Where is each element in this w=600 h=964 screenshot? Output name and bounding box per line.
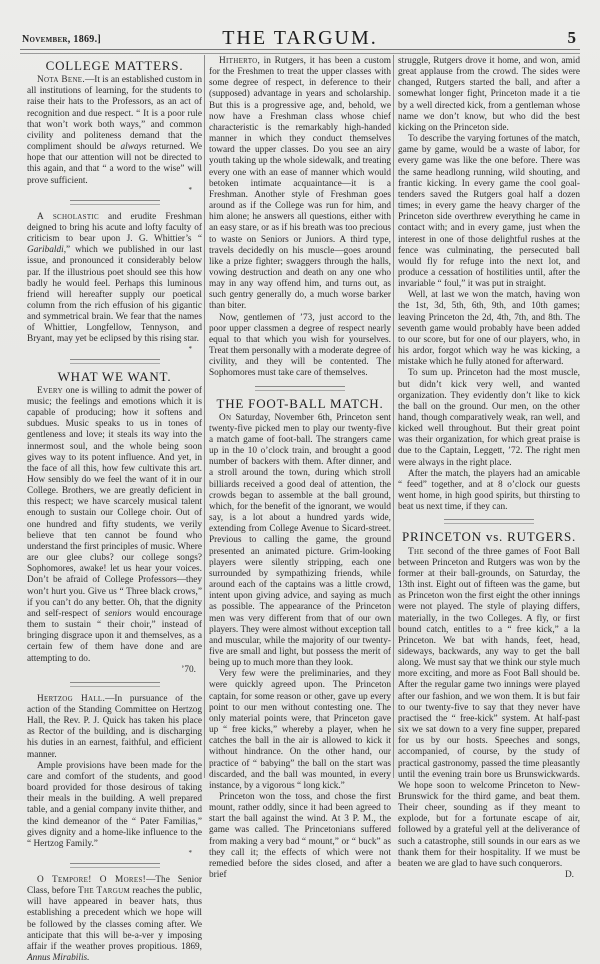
column-1 <box>27 56 202 964</box>
asterisk-mark: * <box>188 344 192 353</box>
article-football-p3: Princeton won the toss, and chose the first mount, rather oddly, since it had been agreed to start the ball against the wind. At 3 P. M., the game was called. The Princetonians suffered from making a very bad “ mount,” or “ buck” as they call it; the effects of which were not remedied before the sides closed, and after a brief <box>209 792 391 881</box>
article-what-we-want: Every one is willing to admit the power of music; the feelings and emotions which it is capable of producing; how it softens and subdues. Music speaks to us in tones of gentleness and love; it steals its way into the innermost soul, and the whole being soon gives way to its potent influence. And yet, in the face of all this, how few cultivate this art. How sensibly do we feel the want of it in our College. Brothers, we are greatly deficient in this respect; we have scarcely musical talent enough to sustain our College choir. Out of one hundred and fifty students, we verily believe that ten cannot be found who understand the first principles of music. Where are our glee clubs? our college songs? Sophomores, awake! let us hear your voices. Don’t be afraid of College Professors—they won’t hurt you. Give us “ Three black crows,” if you can’t do any better. Oh, that the dignity and self-respect of seniors would encourage them to sustain “ their choir,” instead of bringing disgrace upon it and themselves, as a certain few of them have done and are attempting to do. <box>27 385 203 664</box>
masthead <box>20 26 580 48</box>
article-football-p1: On Saturday, November 6th, Princeton sent twenty-five picked men to play our twenty-five a match game of foot-ball. The strangers came up in the 10 o’clock train, and brought a good number of backers with them. After dinner, and a stroll around the town, during which stroll billiards received a good deal of attention, the crowds began to assemble at the ball ground, which, for the benefit of the ignorant, we would say, is a lot about a hundred yards wide, extending from College Avenue to Sicard-street. Previous to calling the game, the ground presented an animated picture. Grim-looking players were silently stripping, each one surrounded by sympathizing friends, while around each of the captains was a little crowd, intent upon giving advice, and saying as much as possible. The appearance of the Princeton men was very different from that of our own players. They were almost without exception tall and muscular, while the majority of our twenty-five are small and light, but possess the merit of being up to much more than they look. <box>209 412 391 669</box>
lead-in: Hitherto <box>219 56 258 66</box>
article-divider <box>255 386 345 391</box>
article-football-p6: To sum up. Princeton had the most muscle, but didn’t kick very well, and wanted organization. They evidently don’t like to kick the ball on the ground. Our men, on the other hand, though comparatively weak, ran well, and kicked well throughout. But their great point was their organization, for which great praise is due to the Captain, Leggett, ’72. The right men were always in the right place. <box>398 368 580 468</box>
article-princeton-vs-rutgers: The second of the three games of Foot Ball between Princeton and Rutgers was won by the former at their ball-grounds, on Saturday, the 13th inst. Eight out of fifteen was the game, but as Princeton won the first eight the other innings were not played. The style of playing differs, materially, in the two Colleges. A fly, or first bound catch, entitles to a “ free kick,” a la Princeton. We bat with hands, feet, head, sideways, backwards, any way to get the ball along. We must say that we think our style much more exciting, and more as Foot Ball should be. After the regular game two innings were played after our fashion, and we won them. It is but fair to our twenty-five to say that they never have practised the “ free-kick” system. At half-past six we sat down to a very fine supper, prepared for us by our hosts. Speeches and songs, accompanied, of course, by the study of practical gastronomy, passed the time pleasantly until the evening train bore us Brunswickwards. We hope soon to welcome Princeton to New-Brunswick for the third game, and beat them. Their cheer, sounding as if they meant to explode, but for a fortunate escape of air, followed by a grateful yell at the deliverance of such a catastrophe, still sounds in our ears as we thank them for their hospitality. If we must be beaten we are glad to have such conquerors. <box>398 546 580 869</box>
headline-what-we-want: WHAT WE WANT. <box>57 368 172 384</box>
masthead-rule <box>20 49 580 54</box>
article-hitherto-p2: Now, gentlemen of ’73, just accord to the poor upper classmen a degree of respect nearly equal to that which you wish for yourselves. Treat them personally with a moderate degree of civility, and they will be contented. The Sophomores must take care of themselves. <box>209 312 391 379</box>
article-hertzog-hall: Hertzog Hall.—In pursuance of the action of the Standing Committee on Hertzog Hall, the Rev. P. J. Quick has taken his place as Rector of the building, and is discharging his duties in an earnest, faithful, and efficient manner. <box>27 693 202 760</box>
lead-in: Hertzog Hall. <box>37 693 106 704</box>
article-divider <box>70 682 160 687</box>
article-hitherto: Hitherto, in Rutgers, it has been a custom for the Freshmen to treat the upper classes with some degree of respect, in deference to their (supposed) advantage in years and scholarship. But this is a progressive age, and, behold, we now have a Freshman class whose chief characteristic is the remarkably high-handed manner in which they conduct themselves toward the upper classes. Do you see an airy youth taking up the whole sidewalk, and treating every one with an ease of manner which would betoken intimate acquaintance—it is a Freshman. Another style of Freshman goes around as if the College was run for him, and him alone; he answers all questions, either with an easy stare, or as if his breath was too precious to waste on Seniors or Juniors. A third type, travels decidedly on his muscle—goes around like a prize fighter; swaggers through the halls, vowing destruction and death on any one who may in any way offend him, and turns out, as such gentry generally do, a much worse barker than biter. <box>209 56 391 312</box>
column-divider <box>204 55 205 778</box>
lead-in: Nota Bene. <box>37 75 85 86</box>
lead-in: The <box>408 546 424 557</box>
signature: D. <box>564 870 574 881</box>
article-divider <box>70 359 160 364</box>
article-freshman-critic: A scholastic and erudite Freshman deigned to bring his acute and lofty faculty of criticism to bear upon J. G. Whittier’s “ Garibaldi,” which we published in our last issue, and pronounced it considerably below par. If the illustrious poet should see this how badly he would feel. Perhaps this luminous friend will hereafter supply our poetical column from the rich effusion of his gigantic and symmetrical brain. We fear that the names of Whittier, Longfellow, Tennyson, and Bryant, may yet be eclipsed by this rising star. <box>27 211 202 345</box>
article-o-tempore: O Tempore! O Mores!—The Senior Class, before The Targum reaches the public, will have appeared in beaver hats, thus establishing a precedent which we hope will be followed by the classes coming after. We anticipate that this will be-a-ver y imposing affair if the weather proves propitious. 1869, Annus Mirabilis. <box>27 875 202 964</box>
column-3 <box>398 56 580 881</box>
lead-in: A scholastic <box>37 211 100 222</box>
lead-in: Every <box>37 385 63 396</box>
article-divider <box>70 863 160 868</box>
article-football-continued: struggle, Rutgers drove it home, and won, amid great applause from the crowd. The sides were changed, Rutgers started the ball, and after a somewhat longer fight, Princeton made it a tie by a well directed kick, from a gentleman whose name we don’t know, but who did the best kicking on the Princeton side. <box>398 56 580 133</box>
newspaper-title: THE TARGUM. <box>222 27 378 49</box>
page-number: 5 <box>567 28 576 47</box>
asterisk-mark: * <box>188 185 192 194</box>
lead-in: O Tempore! O Mores! <box>37 875 147 885</box>
section-title-college-matters: COLLEGE MATTERS. <box>45 58 184 73</box>
asterisk-mark: * <box>188 849 192 857</box>
article-hertzog-hall-p2: Ample provisions have been made for the care and comfort of the students, and good board provided for those desirous of taking their meals in the building. A well prepared table, and a genial company invite thither, and the kind demeanor of the “ Pater Familias,” gives dignity and a home-like influence to the “ Hertzog Family.” <box>27 760 202 849</box>
article-nota-bene: Nota Bene.—It is an established custom in all institutions of learning, for the students to raise their hats to the Professors, as an act of recognition and due respect. “ It is a poor rule that won’t work both ways,” and common civility and politeness demand that the compliment should be always returned. We hope that our attention will not be directed to this again, and that “ a word to the wise” will prove sufficient. <box>27 75 203 186</box>
column-2 <box>209 56 391 881</box>
headline-foot-ball-match: THE FOOT-BALL MATCH. <box>216 395 384 411</box>
headline-princeton-vs-rutgers: PRINCETON vs. RUTGERS. <box>401 529 577 545</box>
article-football-p2: Very few were the preliminaries, and they were quickly agreed upon. The Princeton captain, for some reason or other, gave up every point to our men without contesting one. The only material points were, that Princeton gave up “ free kicks,” whereby a player, when he catches the ball in the air is allowed to kick it without hindrance. On the other hand, our practice of “ babying” the ball on the start was discarded, and the ball was mounted, in every instance, by a vigorous “ long kick.” <box>209 669 391 791</box>
lead-in: On <box>219 412 232 423</box>
article-divider <box>444 519 534 524</box>
article-divider <box>70 200 160 205</box>
issue-date: November, 1869.] <box>22 34 102 45</box>
signature: ’70. <box>181 664 196 675</box>
article-football-p7: After the match, the players had an amicable “ feed” together, and at 8 o’clock our guests went home, in high good spirits, but thirsting to beat us next time, if they can. <box>398 468 580 513</box>
article-football-p4: To describe the varying fortunes of the match, game by game, would be a waste of labor, for every game was like the one before. There was the same headlong running, wild shouting, and frantic kicking. In every game the cool goal-tenders saved the Rutgers goal half a dozen times; in every game the heavy charger of the Princeton side overthrew everything he came in contact with; and in every game, just when the interest in one of those delightful rushes at the fence was culminating, the persecuted ball would fly for refuge into the next lot, and produce a cessation of hostilities until, after the invariable “ foul,” it was put in straight. <box>398 134 580 290</box>
column-divider <box>393 55 394 778</box>
article-football-p5: Well, at last we won the match, having won the 1st, 3d, 5th, 6th, 9th, and 10th games; leaving Princeton the 2d, 4th, 7th, and 8th. The seventh game would probably have been added to our score, but for one of our players, who, in his ardor, forgot which way he was kicking, a mistake which he fully atoned for afterward. <box>398 290 580 368</box>
